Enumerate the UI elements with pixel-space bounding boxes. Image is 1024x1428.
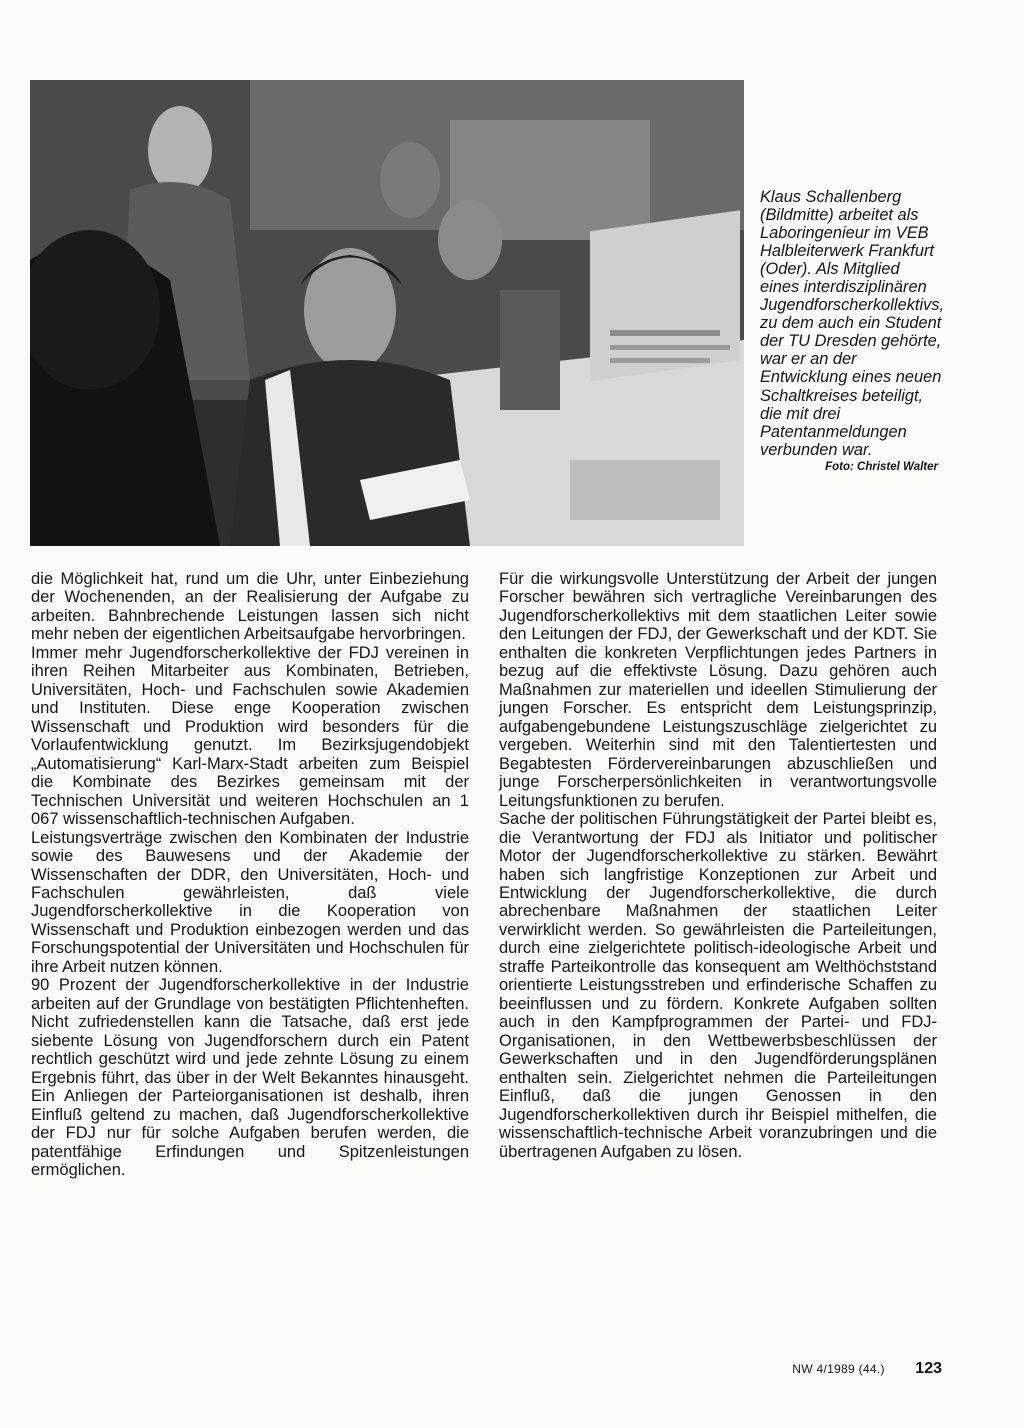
photo-caption [760,188,945,474]
article-photo [30,80,744,546]
paragraph: Für die wirkungsvolle Unterstützung der Arbeit der jungen Forscher bewähren sich vertragliche Vereinbarungen des Jugendforscherkollektivs mit dem staatlichen Leiter sowie den Leitungen der FDJ, der Gewerkschaft und der KDT. Sie enthalten die konkreten Verpflichtungen jedes Partners in bezug auf die effektivste Lösung. Dazu gehören auch Maßnahmen zur materiellen und ideellen Stimulierung der jungen Forscher. Es entspricht dem Leistungsprinzip, aufgabengebundene Leistungszuschläge zielgerichtet zu vergeben. Weiterhin sind mit den Talentiertesten und Begabtesten Fördervereinbarungen abzuschließen und junge Forscherpersönlichkeiten in verantwortungsvolle Leitungsfunktionen zu berufen. [499,570,937,810]
paragraph: Leistungsverträge zwischen den Kombinaten der Industrie sowie des Bauwesens und der Akademie der Wissenschaften der DDR, den Universitäten, Hoch- und Fachschulen gewährleisten, daß viele Jugendforscherkollektive in die Kooperation von Wissenschaft und Produktion einbezogen werden und das Forschungspotential der Universitäten und Hochschulen für ihre Arbeit nutzen können. [31,828,469,976]
paragraph: die Möglichkeit hat, rund um die Uhr, unter Einbeziehung der Wochenenden, an der Realisierung der Aufgabe zu arbeiten. Bahnbrechende Leistungen lassen sich nicht mehr neben der eigentlichen Arbeitsaufgabe hervorbringen. [31,570,469,644]
paragraph: Sache der politischen Führungstätigkeit der Partei bleibt es, die Verantwortung der FDJ als Initiator und politischer Motor der Jugendforscherkollektive zu stärken. Bewährt haben sich langfristige Konzeptionen zur Arbeit und Entwicklung der Jugendforscherkollektive, die durch abrechenbare Maßnahmen der staatlichen Leiter verwirklicht werden. So gewährleisten die Parteileitungen, durch eine zielgerichtete politisch-ideologische Arbeit und straffe Parteikontrolle das konsequent am Welthöchststand orientierte Leistungsstreben und erfinderische Schaffen zu beeinflussen und zu fördern. Konkrete Aufgaben sollten auch in den Kampfprogrammen der Partei- und FDJ-Organisationen, in den Wettbewerbsbeschlüssen der Gewerkschaften und in den Jugendförderungsplänen enthalten sein. Zielgerichtet nehmen die Parteileitungen Einfluß, daß die jungen Genossen in den Jugendforscherkollektiven durch ihr Beispiel mithelfen, die wissenschaftlich-technische Arbeit voranzubringen und die übertragenen Aufgaben zu lösen. [499,810,937,1161]
article-column-left [31,570,469,1179]
paragraph: 90 Prozent der Jugendforscherkollektive in der Industrie arbeiten auf der Grundlage von bestätigten Pflichtenheften. Nicht zufriedenstellen kann die Tatsache, daß erst jede siebente Lösung von Jugendforschern durch ein Patent rechtlich geschützt wird und jede zehnte Lösung zu einem Ergebnis führt, das über in der Welt Bekanntes hinausgeht. Ein Anliegen der Parteiorganisationen ist deshalb, ihren Einfluß geltend zu machen, daß Jugendforscherkollektive der FDJ nur für solche Aufgaben berufen werden, die patentfähige Erfindungen und Spitzenleistungen ermöglichen. [31,976,469,1179]
paragraph: Immer mehr Jugendforscherkollektive der FDJ vereinen in ihren Reihen Mitarbeiter aus Kombinaten, Betrieben, Universitäten, Hoch- und Fachschulen sowie Akademien und Instituten. Diese enge Kooperation zwischen Wissenschaft und Produktion wird besonders für die Vorlaufentwicklung genutzt. Im Bezirksjugendobjekt „Automatisierung“ Karl-Marx-Stadt arbeiten zum Beispiel die Kombinate des Bezirkes gemeinsam mit der Technischen Universität und weiteren Hochschulen an 1 067 wissenschaftlich-technischen Aufgaben. [31,643,469,829]
laboratory-photo-icon [30,80,744,546]
article-column-right [499,570,937,1161]
issue-reference: NW 4/1989 (44.) [792,1362,885,1376]
photo-caption-text: Klaus Schallenberg (Bildmitte) arbeitet als Laboringenieur im VEB Halbleiterwerk Frankfurt (Oder). Als Mitglied eines interdisziplinären Jugendforscherkollektivs, zu dem auch ein Student der TU Dresden gehörte, war er an der Entwicklung eines neuen Schaltkreises beteiligt, die mit drei Patentanmeldungen verbunden war. [760,188,945,459]
page-footer [792,1360,942,1378]
page-number: 123 [915,1360,942,1377]
photo-credit: Foto: Christel Walter [825,460,938,473]
